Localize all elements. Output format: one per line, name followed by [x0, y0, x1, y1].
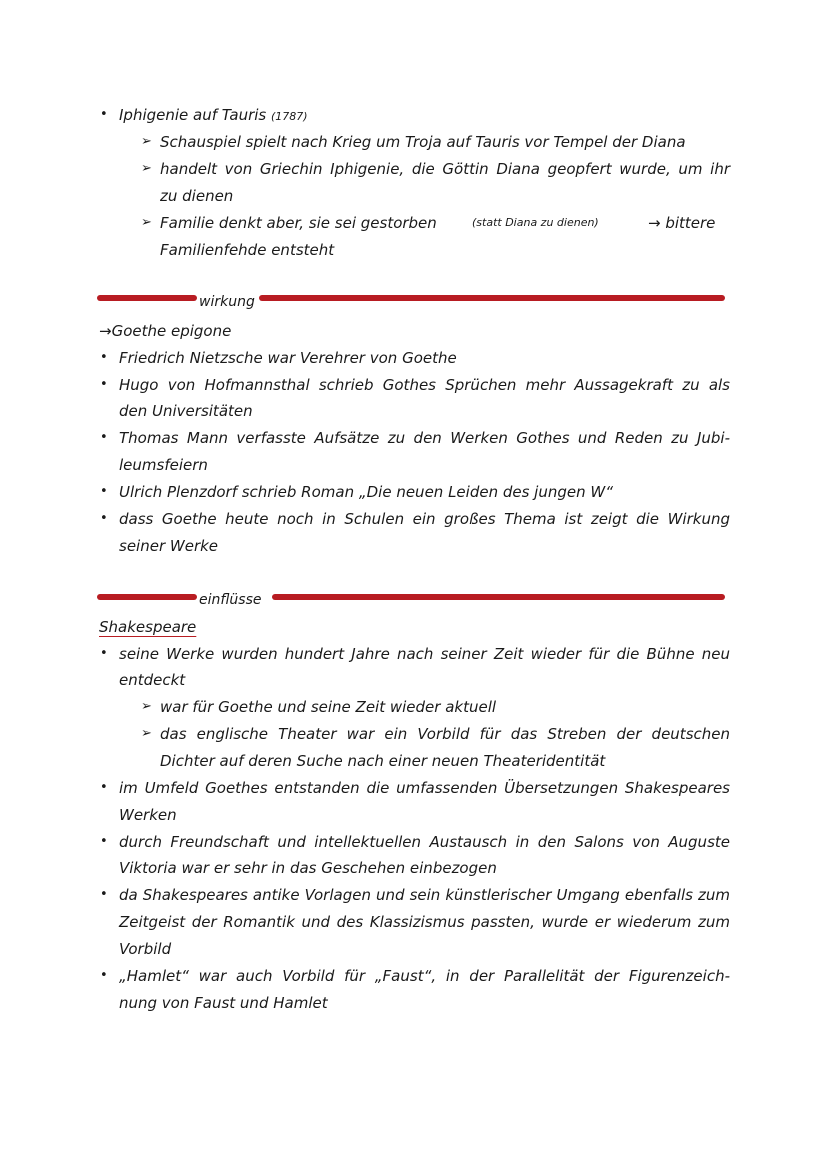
- bullet-icon: •: [100, 887, 108, 902]
- iphigenie-point-2-cont: zu dienen: [160, 187, 234, 205]
- wirkung-line-3: Thomas Mann verfasste Aufsätze zu den Werken Gothes und Reden zu Jubi-: [119, 429, 730, 447]
- einfluesse-sub-2: das englische Theater war ein Vorbild für das Streben der deutschen: [160, 725, 730, 743]
- iphigenie-title-line: [119, 105, 308, 127]
- iphigenie-point-1: Schauspiel spielt nach Krieg um Troja auf Tauris vor Tempel der Diana: [160, 133, 686, 151]
- einfluesse-line-4-cont: Zeitgeist der Romantik und des Klassizismus passten, wurde er wiederum zum: [119, 913, 730, 931]
- bullet-icon: •: [100, 646, 108, 661]
- einfluesse-line-2: im Umfeld Goethes entstanden die umfassenden Übersetzungen Shakespeares: [119, 779, 730, 797]
- wirkung-line-2-cont: den Universitäten: [119, 402, 253, 420]
- einfluesse-line-3-cont: Viktoria war er sehr in das Geschehen einbezogen: [119, 859, 497, 877]
- einfluesse-line-1: seine Werke wurden hundert Jahre nach seiner Zeit wieder für die Bühne neu: [119, 645, 730, 663]
- einfluesse-line-5-cont: nung von Faust und Hamlet: [119, 994, 328, 1012]
- section-rule-left: [97, 594, 197, 600]
- bullet-icon: •: [100, 484, 108, 499]
- wirkung-line-4: Ulrich Plenzdorf schrieb Roman „Die neuen Leiden des jungen W“: [119, 483, 613, 501]
- bullet-icon: •: [100, 430, 108, 445]
- bullet-icon: •: [100, 780, 108, 795]
- iphigenie-point-3-tail: → bittere: [648, 214, 716, 232]
- wirkung-line-3-cont: leumsfeiern: [119, 456, 208, 474]
- section-rule-left: [97, 295, 197, 301]
- iphigenie-point-2: handelt von Griechin Iphigenie, die Göttin Diana geopfert wurde, um ihr: [160, 160, 730, 178]
- sub-bullet-icon: ➢: [141, 161, 152, 176]
- sub-bullet-icon: ➢: [141, 726, 152, 741]
- einfluesse-heading: einflüsse: [199, 592, 262, 608]
- einfluesse-line-2-cont: Werken: [119, 806, 177, 824]
- bullet-icon: •: [100, 107, 108, 122]
- iphigenie-point-3: Familie denkt aber, sie sei gestorben: [160, 214, 437, 232]
- einfluesse-line-5: „Hamlet“ war auch Vorbild für „Faust“, in der Parallelität der Figurenzeich-: [119, 967, 730, 985]
- section-rule-right: [272, 594, 725, 600]
- bullet-icon: •: [100, 968, 108, 983]
- einfluesse-line-1-cont: entdeckt: [119, 671, 186, 689]
- einfluesse-line-4: da Shakespeares antike Vorlagen und sein künstlerischer Umgang ebenfalls zum: [119, 886, 730, 904]
- wirkung-line-5: dass Goethe heute noch in Schulen ein großes Thema ist zeigt die Wirkung: [119, 510, 730, 528]
- shakespeare-subheading: Shakespeare: [99, 618, 197, 636]
- einfluesse-sub-2-cont: Dichter auf deren Suche nach einer neuen Theateridentität: [160, 752, 606, 770]
- iphigenie-year: (1787): [271, 110, 308, 123]
- bullet-icon: •: [100, 377, 108, 392]
- wirkung-line-2: Hugo von Hofmannsthal schrieb Gothes Sprüchen mehr Aussagekraft zu als: [119, 376, 730, 394]
- iphigenie-title: Iphigenie auf Tauris: [119, 106, 267, 124]
- wirkung-heading: wirkung: [199, 294, 255, 310]
- sub-bullet-icon: ➢: [141, 134, 152, 149]
- sub-bullet-icon: ➢: [141, 699, 152, 714]
- section-rule-right: [259, 295, 725, 301]
- wirkung-intro: →Goethe epigone: [99, 322, 232, 340]
- sub-bullet-icon: ➢: [141, 215, 152, 230]
- wirkung-line-5-cont: seiner Werke: [119, 537, 219, 555]
- iphigenie-point-3-aside: (statt Diana zu dienen): [472, 216, 599, 229]
- einfluesse-line-4-end: Vorbild: [119, 940, 172, 958]
- einfluesse-sub-1: war für Goethe und seine Zeit wieder aktuell: [160, 698, 497, 716]
- bullet-icon: •: [100, 834, 108, 849]
- iphigenie-point-3-cont: Familienfehde entsteht: [160, 241, 335, 259]
- einfluesse-line-3: durch Freundschaft und intellektuellen Austausch in den Salons von Auguste: [119, 833, 730, 851]
- bullet-icon: •: [100, 350, 108, 365]
- wirkung-line-1: Friedrich Nietzsche war Verehrer von Goethe: [119, 349, 457, 367]
- bullet-icon: •: [100, 511, 108, 526]
